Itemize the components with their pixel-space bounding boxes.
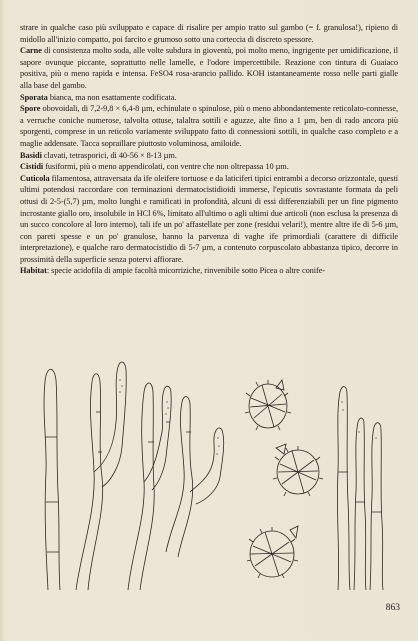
paragraph-text: filamentosa, attraversata da ife oleifere tortuose e da laticiferi tipici entrambi a decorso orizzontale, questi ultimi potendosi raccordare con terminazioni dermatocistidioidi immerse, l'epicutis sovrastante formata da peli ottusi di 2-5-(5,7) µm, molto lunghi e ramificati in profondità, alcuni di essi differenziabili per un fine pigmento incrostante giallo oro, insolubile in HCl 6%, limitato all'ultimo o agli ultimi due articoli (non esclusa la presenza di un succo concolore al loro interno), tali ife un po' affastellate per zone (residui velari!), mentre altre ife di 5-6 µm, con pareti spesse e un po' granulose, hanno la parvenza di vaghe ife primordiali (carattere di difficile interpretazione), e qualche raro dermatocistidio di 5-7 µm, a contenuto corpuscolato abbastanza tipico, decorre in prossimità della superficie senza potervi affiorare. (20, 173, 398, 264)
paragraph-text: bianca, ma non esattamente codificata. (49, 92, 177, 102)
term-label: Cuticola (20, 173, 50, 183)
paragraph-spore (20, 103, 398, 149)
paragraph-intro (20, 22, 398, 45)
hyphae-cluster (76, 362, 224, 590)
paragraph-habitat (20, 265, 398, 277)
spore-drawing-3 (247, 526, 298, 578)
term-label: Cistidi (20, 162, 44, 172)
hypha-drawing-left (44, 369, 60, 590)
page-number: 863 (385, 603, 400, 613)
paragraph-carne (20, 45, 398, 91)
microscopy-illustration (36, 352, 398, 592)
paragraph-text: obovoidali, di 7,2-9,8 × 6,4-8 µm, echinulate o spinulose, più o meno abbondantemente reticolato-connesse, a verruche coniche numerose, talvolta ottuse, talaltra sottili e aguzze, alte fino a 1 µm, ben di rado ancora più sporgenti, comprese in un reticolo variamente sviluppato fatto di connessioni sottili, in qualche caso completo e a maglie addensate. Tacca sopraillare piuttosto voluminosa, amiloide. (20, 104, 398, 148)
paragraph-sporata (20, 92, 398, 104)
term-label: Basidi (20, 150, 42, 160)
paragraph-text: fusiformi, più o meno appendicolati, con ventre che non oltrepassa 10 µm. (45, 162, 289, 172)
paragraph-text: strare in qualche caso più sviluppato e capace di risalire per ampio tratto sul gambo (= f. granulosa!), ripieno di midollo all'inizio compatto, poi farcito e grumoso sotto una corteccia di discreto spessore. (20, 23, 398, 44)
paragraph-cistidi (20, 161, 398, 173)
term-label: Sporata (20, 92, 48, 102)
text-column (20, 22, 398, 277)
paragraph-text: specie acidofila di ampie facoltà micorriziche, rinvenibile sotto Picea o altre conife- (51, 266, 326, 276)
paragraph-text: di consistenza molto soda, alle volte subdura in gioventù, poi molto meno, ingrigente per umidificazione, il sapore ovunque piccante, soprattutto nelle lamelle, e l'odore impercettibile. Reazione con tintura di Guaiaco positiva, più o meno rapida e intensa. FeSO4 rosa-arancio pallido. KOH istantaneamente rosso nelle parti gialle alla base del gambo. (20, 46, 398, 90)
term-label: Spore (20, 104, 41, 114)
spore-drawing-1 (245, 380, 291, 430)
hyphae-drawing-right (337, 387, 383, 590)
paragraph-text: clavati, tetrasporici, di 40-56 × 8-13 µm. (43, 150, 177, 160)
term-colon: : (46, 266, 50, 276)
paragraph-basidi (20, 150, 398, 162)
term-label: Carne (20, 46, 42, 56)
paragraph-cuticola (20, 173, 398, 266)
term-label: Habitat (20, 266, 47, 276)
spore-drawing-2 (273, 444, 323, 496)
